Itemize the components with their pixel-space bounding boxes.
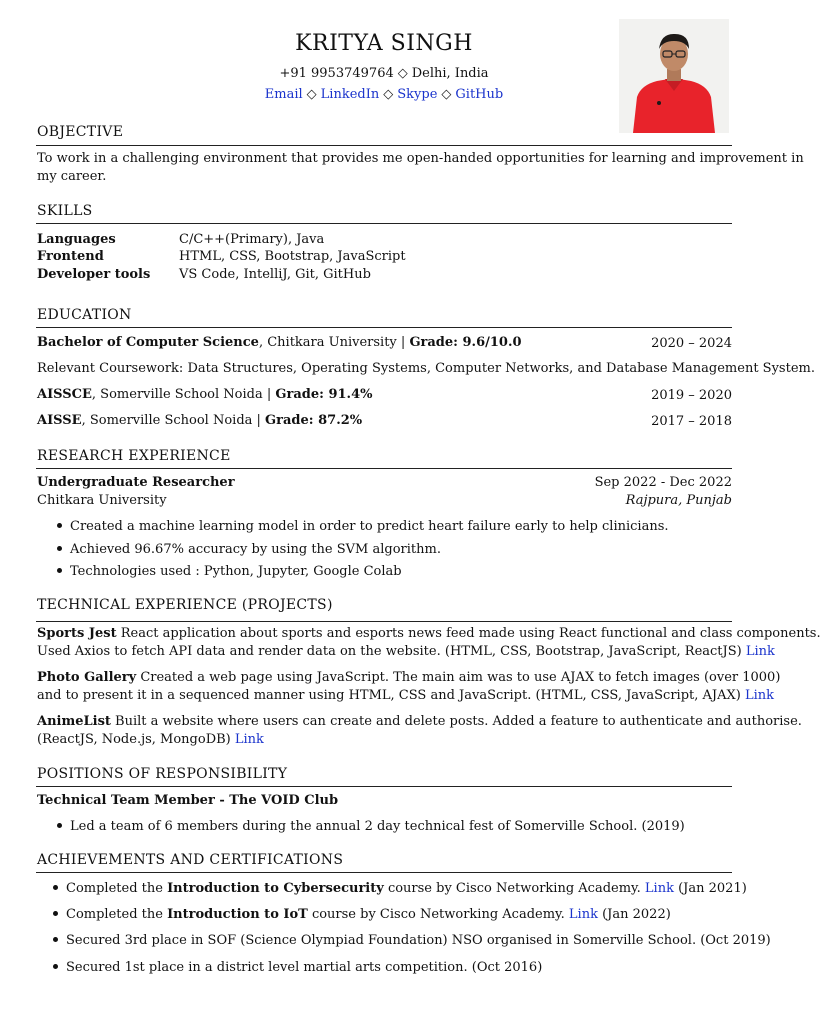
list-item: Secured 3rd place in SOF (Science Olympiad Foundation) NSO organised in Somerville School. (Oct 2019): [53, 932, 771, 950]
skill-value: VS Code, IntelliJ, Git, GitHub: [179, 267, 371, 282]
school-name: , Somerville School Noida |: [91, 387, 276, 402]
project-line: Used Axios to fetch API data and render data on the website. (HTML, CSS, Bootstrap, JavaScript, ReactJS) Link: [37, 644, 775, 659]
section-divider: [36, 872, 732, 873]
education-entry: [37, 386, 372, 404]
project-line: (ReactJS, Node.js, MongoDB) Link: [37, 732, 264, 747]
research-dates: Sep 2022 - Dec 2022: [594, 475, 732, 490]
section-title-research: RESEARCH EXPERIENCE: [37, 448, 231, 464]
section-divider: [36, 327, 732, 328]
skill-value: HTML, CSS, Bootstrap, JavaScript: [179, 249, 406, 264]
project-line: Photo Gallery Created a web page using JavaScript. The main aim was to use AJAX to fetch images (over 1000): [37, 670, 781, 685]
skype-link[interactable]: Skype: [397, 87, 438, 102]
project-name: Sports Jest: [37, 626, 117, 641]
bullet-icon: [57, 523, 62, 528]
objective-line-1: To work in a challenging environment that provides me open-handed opportunities for learning and improvement in: [37, 151, 804, 166]
section-divider: [36, 621, 732, 622]
project-line: AnimeList Built a website where users can create and delete posts. Added a feature to authenticate and authorise.: [37, 714, 802, 729]
degree-name: Bachelor of Computer Science: [37, 335, 259, 350]
grade: Grade: 9.6/10.0: [409, 335, 522, 350]
bullet-icon: [53, 937, 58, 942]
project-link[interactable]: Link: [745, 644, 775, 659]
skill-label: Developer tools: [37, 267, 151, 282]
phone-number: +91 9953749764: [279, 66, 394, 81]
project-link[interactable]: Link: [744, 688, 775, 703]
position-role: Technical Team Member - The VOID Club: [37, 793, 339, 808]
skill-label: Frontend: [37, 249, 104, 264]
objective-line-2: my career.: [37, 169, 107, 184]
github-link[interactable]: GitHub: [455, 87, 504, 102]
certificate-link[interactable]: Link: [568, 907, 598, 922]
grade: Grade: 91.4%: [275, 387, 373, 402]
project-link[interactable]: Link: [234, 732, 264, 747]
candidate-name: KRITYA SINGH: [295, 31, 473, 56]
section-title-projects: TECHNICAL EXPERIENCE (PROJECTS): [37, 597, 333, 613]
school-name: , Somerville School Noida |: [81, 413, 266, 428]
education-years: 2019 – 2020: [651, 388, 732, 403]
bullet-icon: [53, 885, 58, 890]
bullet-icon: [57, 568, 62, 573]
relevant-coursework: Relevant Coursework: Data Structures, Operating Systems, Computer Networks, and Database Management System.: [37, 361, 815, 376]
section-title-skills: SKILLS: [37, 203, 93, 219]
linkedin-link[interactable]: LinkedIn: [320, 87, 380, 102]
list-item: Created a machine learning model in order to predict heart failure early to help clinicians.: [57, 518, 669, 536]
list-item: Achieved 96.67% accuracy by using the SVM algorithm.: [57, 541, 441, 559]
list-item: Secured 1st place in a district level martial arts competition. (Oct 2016): [53, 959, 542, 977]
list-item: Completed the Introduction to Cybersecurity course by Cisco Networking Academy. Link (Jan 2021): [53, 880, 747, 898]
grade: Grade: 87.2%: [265, 413, 363, 428]
education-entry: [37, 412, 362, 430]
course-name: Introduction to Cybersecurity: [167, 881, 384, 896]
certificate-link[interactable]: Link: [644, 881, 674, 896]
education-years: 2017 – 2018: [651, 414, 732, 429]
location: Delhi, India: [411, 66, 489, 81]
section-title-objective: OBJECTIVE: [37, 124, 124, 140]
list-item: Led a team of 6 members during the annual 2 day technical fest of Somerville School. (2019): [57, 818, 685, 836]
section-divider: [36, 223, 732, 224]
education-years: 2020 – 2024: [651, 336, 732, 351]
profile-photo: [619, 19, 729, 133]
education-entry: [37, 334, 522, 352]
separator-diamond: ◇: [383, 87, 394, 102]
email-link[interactable]: Email: [264, 87, 303, 102]
bullet-icon: [53, 964, 58, 969]
separator-diamond: ◇: [306, 87, 317, 102]
list-item: Completed the Introduction to IoT course by Cisco Networking Academy. Link (Jan 2022): [53, 906, 671, 924]
school-name: , Chitkara University |: [258, 335, 410, 350]
research-role: Undergraduate Researcher: [37, 475, 235, 490]
degree-name: AISSE: [37, 413, 82, 428]
bullet-icon: [57, 546, 62, 551]
project-name: Photo Gallery: [37, 670, 137, 685]
research-org: Chitkara University: [37, 493, 167, 508]
bullet-icon: [57, 823, 62, 828]
section-title-education: EDUCATION: [37, 307, 132, 323]
list-item: Technologies used : Python, Jupyter, Google Colab: [57, 563, 402, 581]
course-name: Introduction to IoT: [167, 907, 308, 922]
person-photo-icon: [619, 19, 729, 133]
section-title-achievements: ACHIEVEMENTS AND CERTIFICATIONS: [37, 852, 344, 868]
project-line: and to present it in a sequenced manner using HTML, CSS and JavaScript. (HTML, CSS, JavaScript, AJAX) Link: [37, 688, 775, 703]
separator-diamond: ◇: [397, 66, 408, 81]
section-divider: [36, 786, 732, 787]
separator-diamond: ◇: [441, 87, 452, 102]
bullet-icon: [53, 911, 58, 916]
project-name: AnimeList: [37, 714, 111, 729]
section-divider: [36, 468, 732, 469]
degree-name: AISSCE: [37, 387, 92, 402]
research-place: Rajpura, Punjab: [625, 493, 732, 508]
section-divider: [36, 145, 732, 146]
skill-value: C/C++(Primary), Java: [179, 232, 325, 247]
section-title-positions: POSITIONS OF RESPONSIBILITY: [37, 766, 288, 782]
project-line: Sports Jest React application about sports and esports news feed made using React functional and class components.: [37, 626, 821, 641]
skill-label: Languages: [37, 232, 116, 247]
